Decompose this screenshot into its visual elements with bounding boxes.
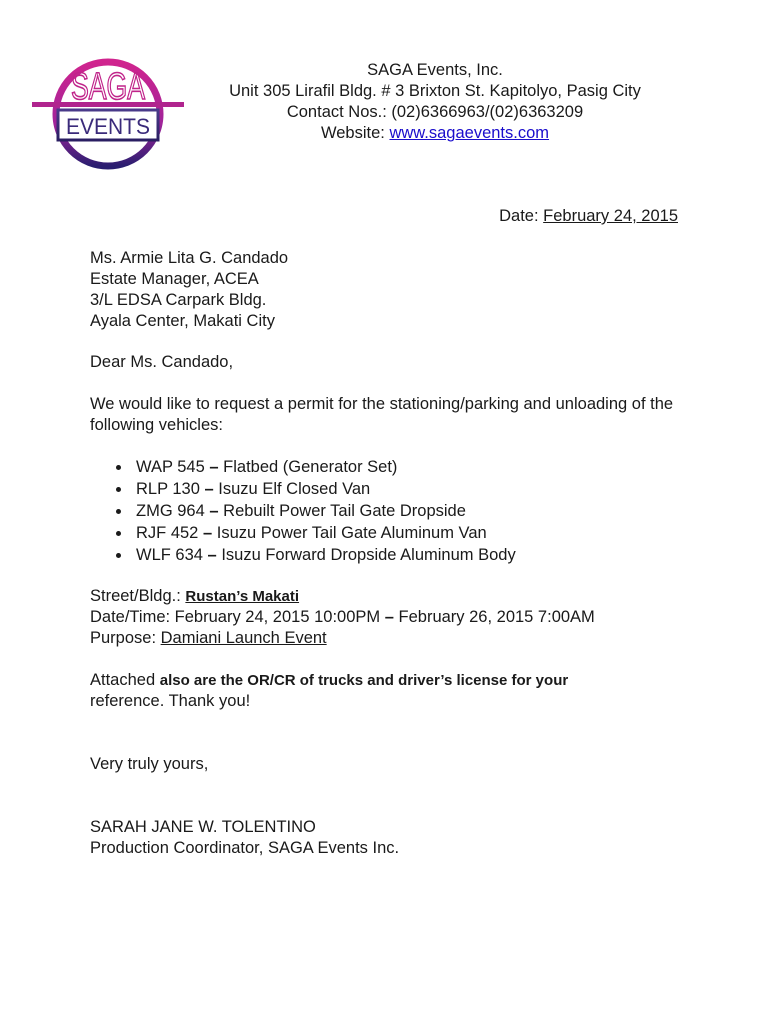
saga-events-logo	[28, 52, 188, 176]
datetime-end: February 26, 2015 7:00AM	[398, 608, 595, 626]
purpose-value: Damiani Launch Event	[160, 629, 327, 647]
vehicle-plate: WLF 634	[136, 546, 203, 564]
list-item	[90, 457, 516, 479]
recipient-address-2: Ayala Center, Makati City	[90, 312, 275, 330]
company-website	[190, 123, 680, 144]
list-item	[90, 479, 516, 501]
vehicle-dash: –	[202, 524, 213, 542]
closing: Very truly yours,	[90, 755, 209, 773]
vehicle-dash: –	[207, 546, 217, 564]
date-label: Date:	[499, 207, 544, 225]
vehicle-desc: Rebuilt Power Tail Gate Dropside	[223, 502, 466, 520]
recipient-name: Ms. Armie Lita G. Candado	[90, 249, 289, 267]
date-value: February 24, 2015	[543, 207, 678, 225]
recipient-title: Estate Manager, ACEA	[90, 270, 259, 288]
list-item	[90, 523, 516, 545]
letterhead	[190, 60, 680, 144]
company-address: Unit 305 Lirafil Bldg. # 3 Brixton St. Kapitolyo, Pasig City	[229, 82, 641, 100]
logo-top-text: SAGA	[71, 66, 146, 108]
street-line	[90, 586, 595, 607]
logo-bottom-text: EVENTS	[66, 114, 150, 139]
vehicle-desc: Isuzu Elf Closed Van	[218, 480, 371, 498]
signatory-title: Production Coordinator, SAGA Events Inc.	[90, 839, 400, 857]
request-paragraph: We would like to request a permit for the stationing/parking and unloading of the following vehicles:	[90, 395, 674, 434]
list-item	[90, 545, 516, 567]
vehicle-list	[90, 457, 516, 567]
purpose-line	[90, 628, 595, 649]
attached-paragraph	[90, 670, 710, 712]
street-value: Rustan’s Makati	[185, 588, 300, 605]
signatory-name: SARAH JANE W. TOLENTINO	[90, 818, 316, 836]
vehicle-plate: RLP 130	[136, 480, 200, 498]
signature-block	[90, 817, 399, 859]
vehicle-dash: –	[204, 480, 214, 498]
street-label: Street/Bldg.:	[90, 587, 186, 605]
attached-lead: Attached	[90, 671, 156, 689]
vehicle-desc: Isuzu Power Tail Gate Aluminum Van	[216, 524, 487, 542]
vehicle-dash: –	[209, 502, 219, 520]
purpose-label: Purpose:	[90, 629, 161, 647]
vehicle-dash: –	[209, 458, 219, 476]
vehicle-plate: WAP 545	[136, 458, 205, 476]
datetime-start: February 24, 2015 10:00PM	[174, 608, 381, 626]
recipient-block	[90, 248, 288, 332]
vehicle-desc: Isuzu Forward Dropside Aluminum Body	[221, 546, 516, 564]
company-name: SAGA Events, Inc.	[367, 61, 503, 79]
vehicle-plate: ZMG 964	[136, 502, 205, 520]
attached-rest: reference. Thank you!	[90, 692, 251, 710]
vehicle-desc: Flatbed (Generator Set)	[223, 458, 398, 476]
website-label: Website:	[320, 124, 390, 142]
datetime-dash: –	[384, 608, 394, 626]
recipient-address-1: 3/L EDSA Carpark Bldg.	[90, 291, 267, 309]
salutation: Dear Ms. Candado,	[90, 353, 234, 371]
vehicle-plate: RJF 452	[136, 524, 199, 542]
attached-bold: also are the OR/CR of trucks and driver’s license for your	[159, 672, 569, 689]
company-contact: Contact Nos.: (02)6366963/(02)6363209	[286, 103, 584, 121]
letter-date	[499, 206, 678, 227]
datetime-line	[90, 607, 595, 628]
event-details	[90, 586, 595, 649]
website-link[interactable]: www.sagaevents.com	[389, 124, 550, 142]
datetime-label: Date/Time:	[90, 608, 175, 626]
list-item	[90, 501, 516, 523]
